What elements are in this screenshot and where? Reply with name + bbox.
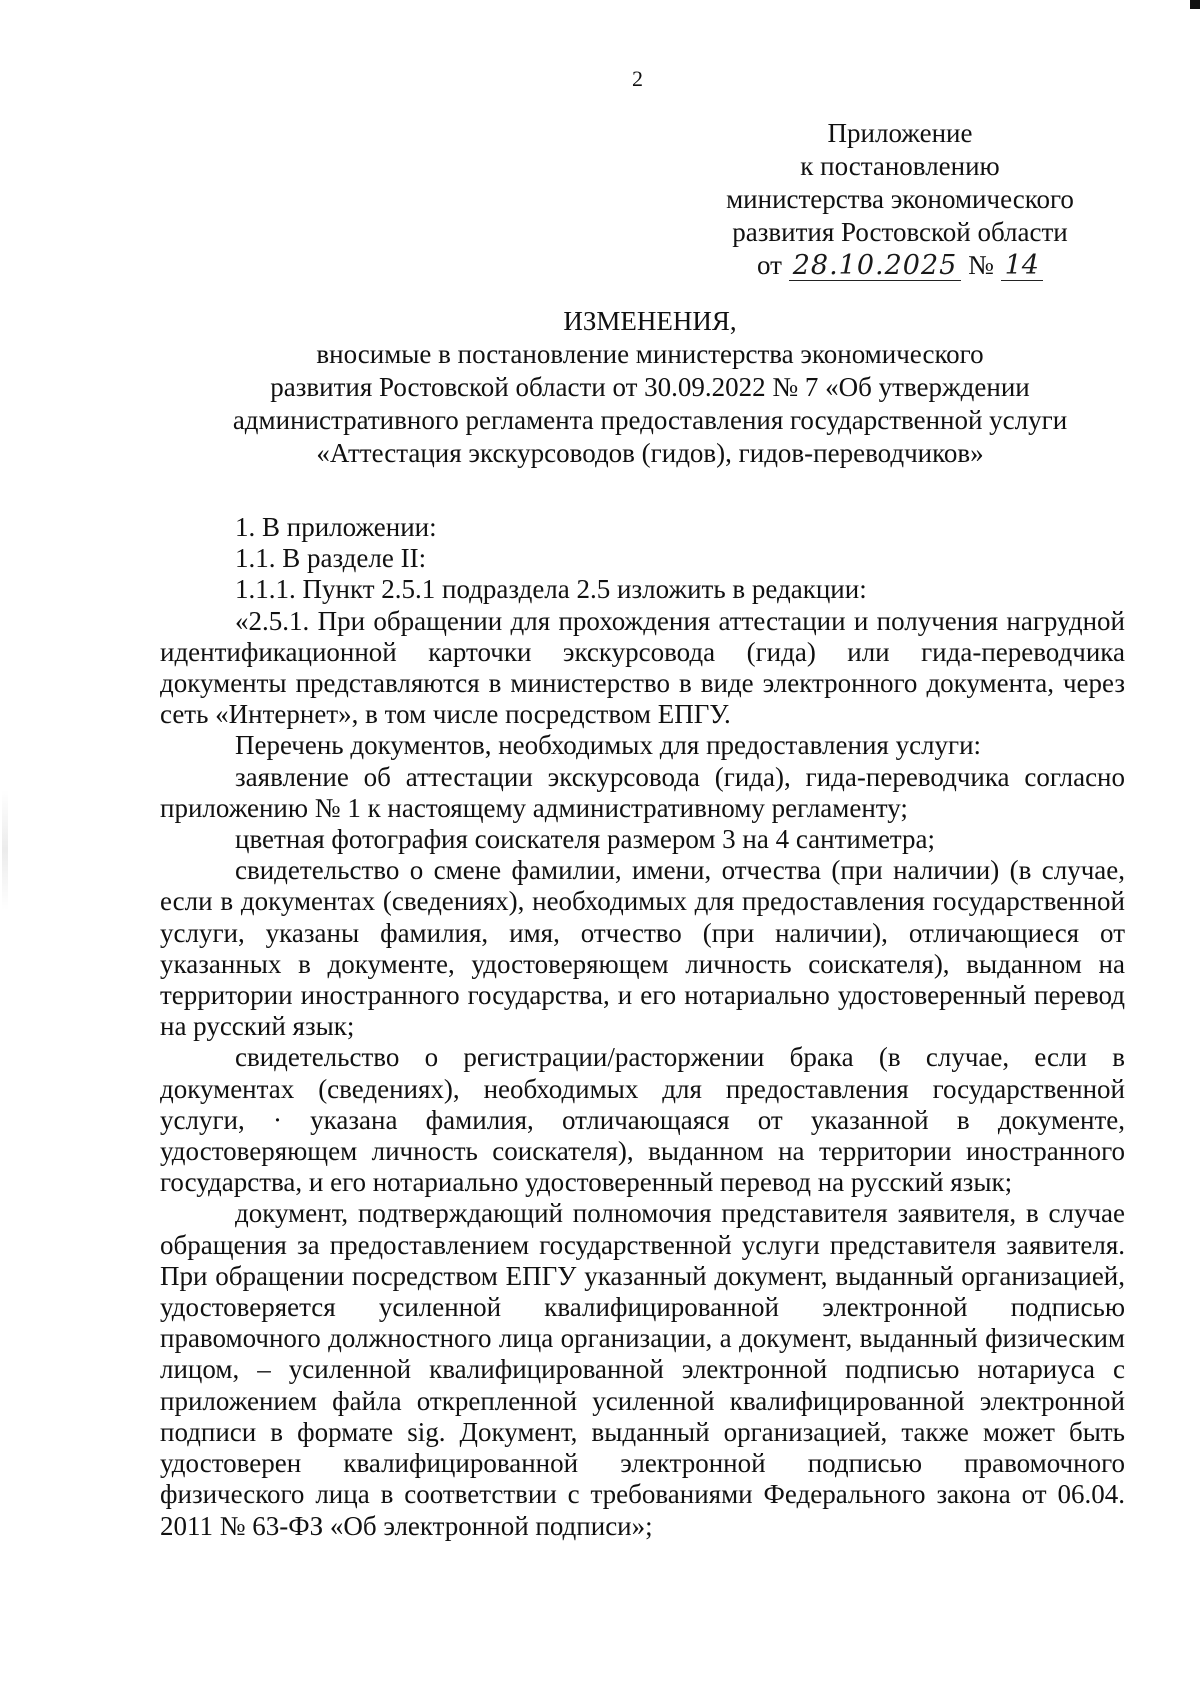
scan-corner-mark <box>1190 0 1200 9</box>
body-paragraph: 1.1.1. Пункт 2.5.1 подраздела 2.5 изложить в редакции: <box>235 574 867 605</box>
title-subline: вносимые в постановление министерства экономического <box>316 339 984 369</box>
scan-edge-artifact <box>2 790 8 910</box>
appendix-line: к постановлению <box>800 151 1000 181</box>
document-body <box>160 512 1125 1542</box>
number-sign: № <box>968 250 994 280</box>
body-paragraph: заявление об аттестации экскурсовода (гида), гида-переводчика согласно приложению № 1 к настоящему административному регламенту; <box>160 761 1125 823</box>
page-number: 2 <box>632 66 643 91</box>
title-heading: ИЗМЕНЕНИЯ, <box>563 306 737 336</box>
body-paragraph: свидетельство о смене фамилии, имени, отчества (при наличии) (в случае, если в документах (сведениях), необходимых для предоставления государственной услуги, указаны фамилия, имя, отчество (при наличии), отличающиеся от указанных в документе, удостоверяющем личность соискателя), выданном на территории иностранного государства, и его нотариально удостоверенный перевод на русский язык; <box>160 855 1125 1042</box>
body-paragraph: цветная фотография соискателя размером 3 на 4 сантиметра; <box>235 824 936 855</box>
body-paragraph: 1.1. В разделе II: <box>235 543 427 574</box>
title-subline: «Аттестация экскурсоводов (гидов), гидов-переводчиков» <box>316 438 984 468</box>
document-title <box>200 305 1100 470</box>
body-paragraph: «2.5.1. При обращении для прохождения аттестации и получения нагрудной идентификационной карточки экскурсовода (гида) или гида-переводчика документы представляются в министерство в виде электронного документа, через сеть «Интернет», в том числе посредством ЕПГУ. <box>160 605 1125 730</box>
title-subline: административного регламента предоставления государственной услуги <box>232 405 1068 435</box>
appendix-line: развития Ростовской области <box>732 217 1068 247</box>
appendix-line: министерства экономического <box>726 184 1074 214</box>
handwritten-number: 14 <box>1001 252 1043 281</box>
body-paragraph: 1. В приложении: <box>235 512 437 542</box>
handwritten-date: 28.10.2025 <box>789 252 962 281</box>
title-subline: развития Ростовской области от 30.09.2022 № 7 «Об утверждении <box>270 372 1030 402</box>
appendix-header <box>690 117 1110 282</box>
date-prefix: от <box>757 250 782 280</box>
body-paragraph: документ, подтверждающий полномочия представителя заявителя, в случае обращения за предоставлением государственной услуги представителя заявителя. При обращении посредством ЕПГУ указанный документ, выданный организацией, удостоверяется усиленной квалифицированной электронной подписью правомочного должностного лица организации, а документ, выданный физическим лицом, – усиленной квалифицированной электронной подписью нотариуса с приложением файла открепленной усиленной квалифицированной электронной подписи в формате sig. Документ, выданный организацией, также может быть удостоверен квалифицированной электронной подписью правомочного физического лица в соответствии с требованиями Федерального закона от 06.04. 2011 № 63-ФЗ «Об электронной подписи»; <box>160 1198 1125 1541</box>
appendix-line: Приложение <box>827 118 973 148</box>
body-paragraph: Перечень документов, необходимых для предоставления услуги: <box>235 730 982 761</box>
body-paragraph: свидетельство о регистрации/расторжении брака (в случае, если в документах (сведениях), необходимых для предоставления государственной услуги, · указана фамилия, отличающаяся от указанной в документе, удостоверяющем личность соискателя), выданном на территории иностранного государства, и его нотариально удостоверенный перевод на русский язык; <box>160 1042 1125 1198</box>
appendix-date-row <box>690 249 1110 282</box>
